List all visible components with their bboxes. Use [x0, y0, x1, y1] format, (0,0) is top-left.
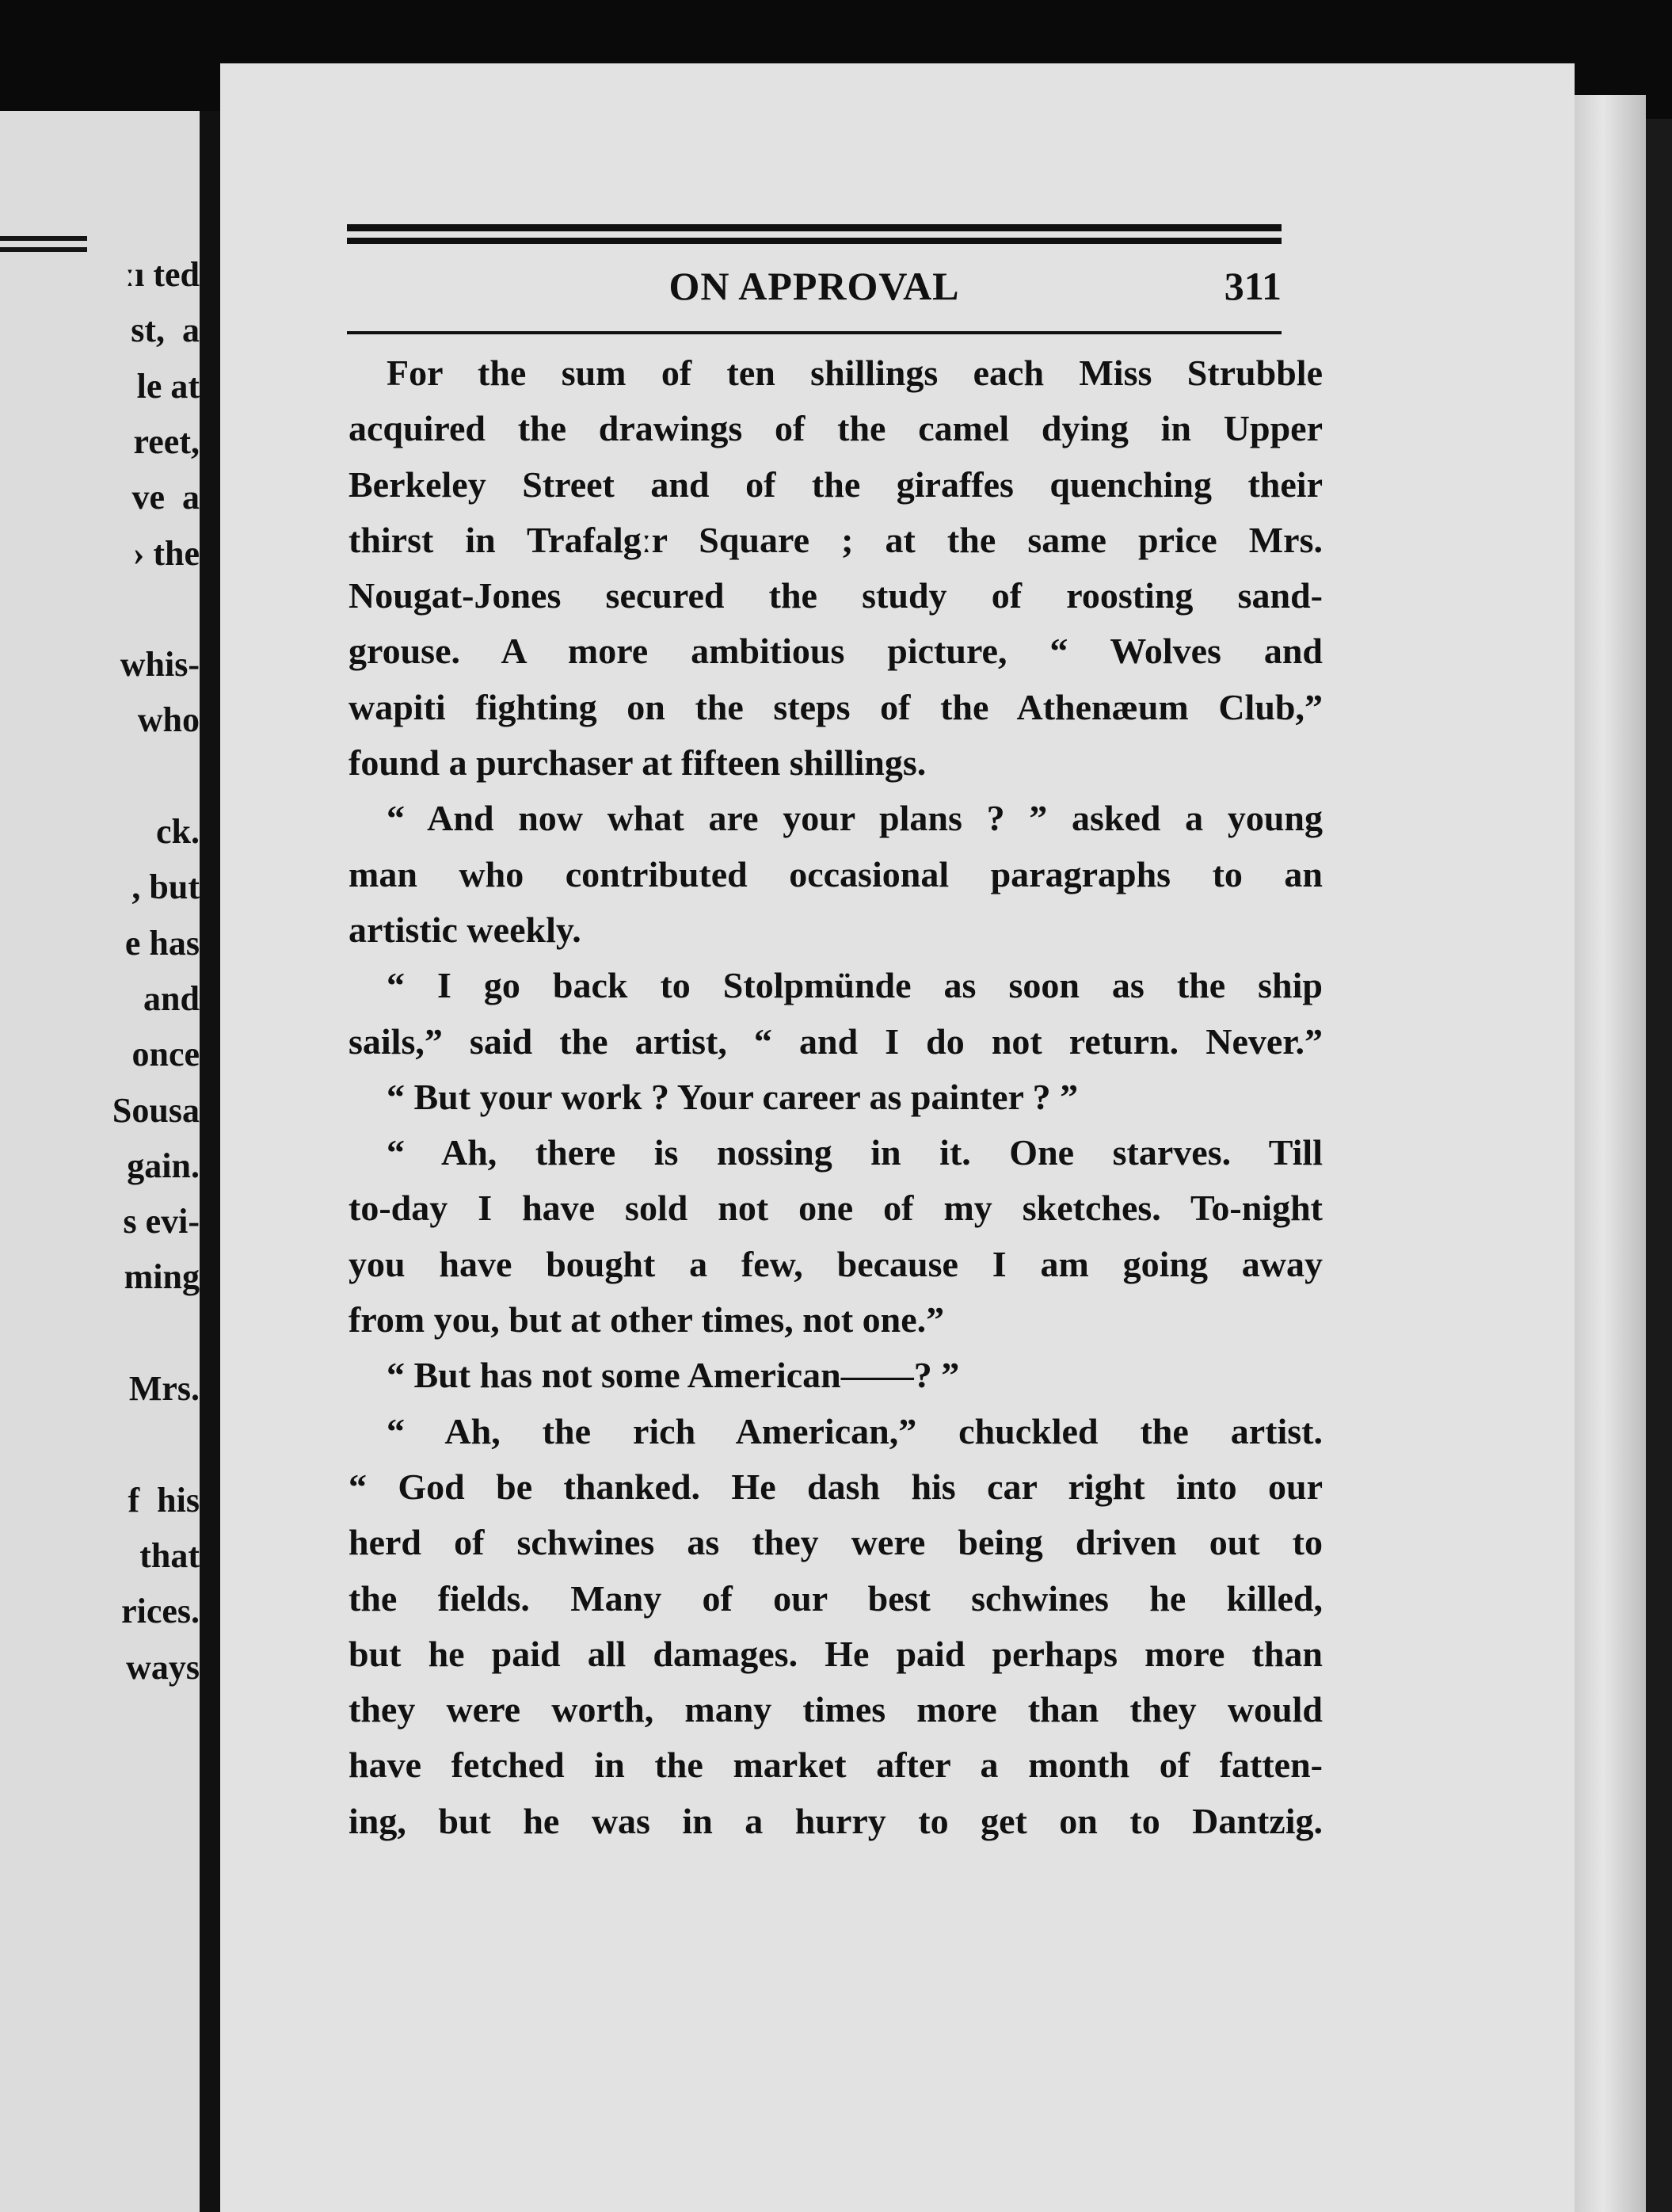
- text-line: “ But your work ? Your career as painter ? ”: [387, 1076, 1079, 1117]
- text-line: Nougat-Jones secured the study of roosting sand-: [348, 575, 1323, 616]
- left-page-line: whis-: [120, 645, 200, 685]
- header-rule-thick: [347, 238, 1282, 244]
- text-line: “ God be thanked. He dash his car right into our: [348, 1466, 1323, 1507]
- text-line: sails,” said the artist, “ and I do not return. Never.”: [348, 1020, 1323, 1062]
- left-page-line: f his: [128, 1480, 200, 1520]
- left-page-line: gain.: [127, 1146, 200, 1185]
- text-line: “ Ah, there is nossing in it. One starves. Till: [387, 1132, 1323, 1173]
- left-page-line: reet,: [133, 421, 200, 461]
- previous-page-fragment: [0, 111, 200, 2212]
- left-page-line: Sousa: [112, 1090, 200, 1130]
- text-line: “ And now what are your plans ? ” asked a young: [387, 798, 1323, 839]
- text-line: grouse. A more ambitious picture, “ Wolves and: [348, 631, 1323, 672]
- text-line: acquired the drawings of the camel dying in Upper: [348, 408, 1323, 449]
- text-line: ing, but he was in a hurry to get on to Dantzig.: [348, 1800, 1323, 1841]
- text-line: “ Ah, the rich American,” chuckled the artist.: [387, 1410, 1323, 1451]
- left-page-line: Mrs.: [128, 1369, 200, 1408]
- header-rule-thick: [347, 224, 1282, 231]
- text-line: “ But has not some American——? ”: [387, 1355, 960, 1396]
- text-line: wapiti fighting on the steps of the Athenæum Club,”: [348, 686, 1323, 727]
- left-page-line: ways: [126, 1647, 200, 1687]
- left-page-line: ck.: [156, 812, 200, 851]
- scan-border: [1646, 119, 1672, 2212]
- text-line: For the sum of ten shillings each Miss Strubble: [387, 353, 1323, 393]
- left-page-lines: [0, 111, 200, 2212]
- left-page-line: le at: [136, 366, 200, 406]
- left-page-line: rices.: [121, 1592, 200, 1631]
- page-number: 311: [1224, 264, 1282, 308]
- page-edge: [1575, 95, 1646, 2212]
- text-line: they were worth, many times more than they would: [348, 1689, 1323, 1730]
- left-page-line: s evi-: [123, 1202, 200, 1241]
- text-line: to-day I have sold not one of my sketches. To-night: [348, 1188, 1323, 1229]
- running-title: ON APPROVAL: [668, 264, 960, 308]
- text-line: man who contributed occasional paragraphs to an: [348, 853, 1323, 894]
- left-page-line: once: [131, 1035, 200, 1074]
- text-line: found a purchaser at fifteen shillings.: [348, 742, 927, 784]
- book-gutter: [200, 111, 222, 2212]
- left-page-line: ːı ted: [124, 255, 200, 294]
- text-line: herd of schwines as they were being driven out to: [348, 1522, 1323, 1563]
- left-page-line: who: [128, 700, 200, 740]
- text-line: from you, but at other times, not one.”: [348, 1299, 945, 1341]
- text-line: Berkeley Street and of the giraffes quenching their: [348, 463, 1323, 505]
- left-page-line: and: [135, 978, 200, 1018]
- text-line: artistic weekly.: [348, 909, 581, 950]
- left-page-line: st, a: [131, 311, 200, 350]
- left-page-line: ve a: [131, 478, 200, 517]
- text-line: you have bought a few, because I am going away: [348, 1243, 1323, 1284]
- text-line: but he paid all damages. He paid perhaps more than: [348, 1633, 1323, 1674]
- text-line: have fetched in the market after a month of fatten-: [348, 1745, 1323, 1786]
- text-line: “ I go back to Stolpmünde as soon as the ship: [387, 965, 1323, 1006]
- running-head: [347, 263, 1282, 311]
- left-page-line: that: [139, 1535, 200, 1575]
- text-line: the fields. Many of our best schwines he killed,: [348, 1577, 1323, 1619]
- left-page-line: e has: [124, 923, 200, 963]
- text-line: thirst in Trafalgːr Square ; at the same price Mrs.: [348, 519, 1323, 560]
- left-page-line: › the: [132, 533, 200, 573]
- left-page-line: , but: [131, 868, 200, 907]
- left-page-line: ming: [124, 1257, 200, 1297]
- body-text: [348, 345, 1323, 1849]
- header-rule-thin: [347, 331, 1282, 334]
